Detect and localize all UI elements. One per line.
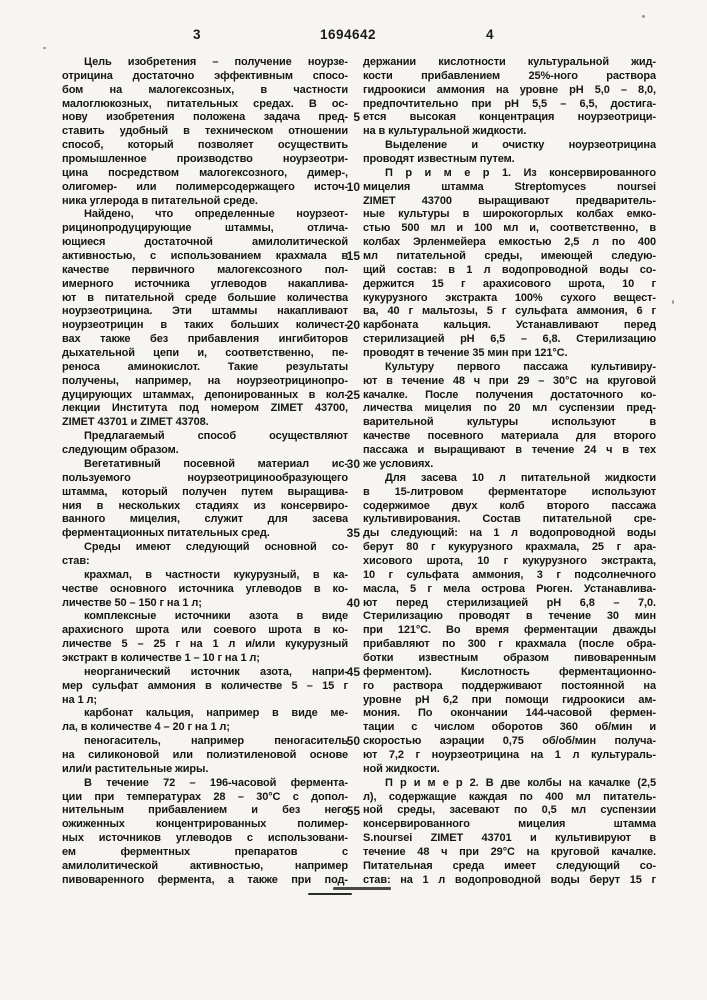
- scan-speck: [642, 15, 645, 18]
- text-line: мл питательной среды, имеющей следую-: [363, 250, 656, 263]
- text-line: S.noursei ZIMET 43701 и культивируют в: [363, 832, 656, 845]
- text-line: став:: [62, 554, 90, 567]
- text-line: комплексные источники азота в виде: [84, 610, 348, 623]
- text-line: качалке. После получения достаточного ко-: [363, 388, 656, 401]
- text-line: ZIMET 43700 выращивают предваритель-: [363, 194, 656, 207]
- text-line: пассажа и выращивают в течение 24 ч в тех: [363, 444, 656, 457]
- text-line: промышленное производство ноурзеотри-: [62, 153, 348, 166]
- text-line: личестве 5 – 25 г на 1 л и/или кукурузный: [62, 638, 348, 651]
- text-line: ожиженных концентрированных полимер-: [62, 818, 348, 831]
- text-line: кости прибавлением 25%-ного раствора: [363, 69, 656, 82]
- text-line: карбонат кальция, например в виде ме-: [84, 707, 348, 720]
- text-line: личества мицелия по 20 мл суспензии пред-: [363, 402, 656, 415]
- text-line: следующим образом.: [62, 444, 179, 457]
- text-line: Вегетативный посевной материал ис-: [84, 457, 348, 470]
- text-line: предпочтительно при рН 5,5 – 6,5, достига-: [363, 97, 656, 110]
- scan-speck: [672, 300, 674, 304]
- text-line: стерилизацией рН 6,5 – 6,8. Стерилизацию: [363, 333, 656, 346]
- text-line: ют в течение 48 ч при 29 – 30°С на круговой: [363, 374, 656, 387]
- gutter-line-number: 55: [346, 803, 360, 818]
- text-line: ют перед стерилизацией рН 6,8 – 7,0.: [363, 596, 656, 609]
- text-line: ется высокая концентрация ноурзеотрици-: [363, 111, 656, 124]
- text-line: П р и м е р 2. В две колбы на качалке (2,5: [385, 776, 656, 789]
- text-line: П р и м е р 1. Из консервированного: [385, 166, 656, 179]
- text-line: отрицина достаточно эффективным спосо-: [62, 69, 348, 82]
- text-line: ные культуры в широкогорлых колбах емко-: [363, 208, 656, 221]
- gutter-line-number: 10: [346, 179, 360, 194]
- gutter-line-number: 45: [346, 665, 360, 680]
- text-line: честве основного источника углеводов в ко-: [62, 582, 348, 595]
- text-line: го раствора поддерживают постоянной на: [363, 679, 656, 692]
- text-line: берут 80 г кукурузного крахмала, 25 г ара-: [363, 541, 656, 554]
- text-line: ванного мицелия, служит для засева: [62, 513, 348, 526]
- text-line: кукурузного экстракта 100% сухого вещест-: [363, 291, 656, 304]
- text-line: Стерилизацию проводят в течение 30 мин: [363, 610, 656, 623]
- text-line: проводят известным путем.: [363, 153, 515, 166]
- gutter-line-number: 30: [346, 457, 360, 472]
- text-line: стью 500 мл и 100 мл и, соответственно, в: [363, 222, 656, 235]
- text-line: нительным прибавлением и без него: [62, 804, 348, 817]
- text-line: на 1 л;: [62, 693, 97, 706]
- scan-underline-artifact: [333, 887, 391, 890]
- text-line: Культуру первого пассажа культивиру-: [385, 360, 656, 373]
- text-line: ноурзеотрицина. Эти штаммы накапливают: [62, 305, 348, 318]
- text-line: 10 г сульфата аммония, 3 г подсолнечного: [363, 568, 656, 581]
- text-line: скоростью аэрации 0,75 об/об/мин получа-: [363, 735, 656, 748]
- text-line: масла, 5 г мела острова Рюген. Устанавлива-: [363, 582, 656, 595]
- text-line: ют в питательной среде большие количества: [62, 291, 348, 304]
- text-line: прибавляют по 300 г крахмала (после обра-: [363, 638, 656, 651]
- text-line: держании кислотности культуральной жид-: [363, 56, 656, 68]
- text-line: мицелия штамма Streptomyces noursei: [363, 180, 656, 193]
- gutter-line-number: 15: [346, 249, 360, 264]
- text-line: мер сульфат аммония в количестве 5 – 15 г: [62, 679, 348, 692]
- text-line: содержимое двух колб второго пассажа: [363, 499, 656, 512]
- text-line: олигомер- или полимерсодержащего источ-: [62, 180, 348, 193]
- gutter-line-number: 5: [353, 110, 360, 125]
- text-line: дыхательной цепи и, соответственно, пе-: [62, 347, 348, 360]
- text-line: ции при температурах 28 – 30°С с допол-: [62, 790, 348, 803]
- gutter-line-number: 40: [346, 595, 360, 610]
- text-line: Питательная среда имеет следующий со-: [363, 859, 656, 872]
- text-line: пивоваренного фермента, а также при под-: [62, 873, 348, 886]
- text-line: ем ферментных препаратов с: [62, 845, 348, 858]
- text-line: ника углерода в питательной среде.: [62, 194, 258, 207]
- text-line: нову изобретения положена задача пред-: [62, 111, 348, 124]
- text-line: Для засева 10 л питательной жидкости: [385, 471, 656, 484]
- text-line: культивирования. Состав питательной сре-: [363, 513, 656, 526]
- text-line: мония. По окончании 144-часовой фермен-: [363, 707, 656, 720]
- text-line: пользуемого ноурзеотрицинообразующего: [62, 471, 348, 484]
- text-line: Предлагаемый способ осуществляют: [84, 430, 348, 443]
- text-line: неорганический источник азота, напри-: [84, 665, 348, 678]
- text-line: качестве первичного малогексозного пол-: [62, 263, 348, 276]
- text-line: на силиконовой или полиэтиленовой основе: [62, 748, 348, 761]
- text-line: Среды имеют следующий основной со-: [84, 541, 348, 554]
- text-line: ных источников углеводов с использовани-: [62, 832, 348, 845]
- gutter-line-number: 20: [346, 318, 360, 333]
- text-line: В течение 72 – 196-часовой фермента-: [84, 776, 348, 789]
- text-line: щий состав: в 1 л водопроводной воды со-: [363, 263, 656, 276]
- text-line: реноса аминокислот. Такие результаты: [62, 360, 348, 373]
- text-line: ла, в количестве 4 – 20 г на 1 л;: [62, 721, 230, 734]
- patent-number: 1694642: [319, 27, 377, 42]
- gutter-line-number: 50: [346, 734, 360, 749]
- text-line: тации с числом оборотов 360 об/мин и: [363, 721, 656, 734]
- text-line: став: на 1 л водопроводной воды берут 15 г: [363, 873, 656, 886]
- text-line: малоглюкозных, питательных средах. В ос-: [62, 97, 348, 110]
- text-line: при 121°С. Во время ферментации дважды: [363, 624, 656, 637]
- text-line: личестве 50 – 150 г на 1 л;: [62, 596, 202, 609]
- text-line: получены, например, на ноурзеотрицинопро-: [62, 374, 348, 387]
- line-number-gutter: [334, 56, 360, 889]
- left-column-page-number: 3: [192, 27, 201, 42]
- text-line: крахмал, в частности кукурузный, в ка-: [84, 568, 348, 581]
- text-line: активностью, с использованием крахмала в: [62, 250, 348, 263]
- text-line: ва, 40 г мальтозы, 5 г сульфата аммония, 6 г: [363, 305, 656, 318]
- text-line: ют 7,2 г ноурзеотрицина на 1 л культураль-: [363, 748, 656, 761]
- text-line: колбах Эрленмейера емкостью 2,5 л по 400: [363, 236, 656, 249]
- left-text-column: [62, 56, 348, 888]
- text-line: Цель изобретения – получение ноурзе-: [84, 56, 348, 68]
- right-text-column: [363, 56, 656, 888]
- text-line: штамма, который получен путем выращива-: [62, 485, 348, 498]
- text-line: качестве посевного материала для второго: [363, 430, 656, 443]
- text-line: амилолитической активностью, например: [62, 859, 348, 872]
- text-line: держится 15 г арахисового шрота, 10 г: [363, 277, 656, 290]
- text-line: вах также без прибавления ингибиторов: [62, 333, 348, 346]
- text-line: же условиях.: [363, 457, 434, 470]
- text-line: ной среды, засевают по 0,5 мл суспензии: [363, 804, 656, 817]
- text-line: ZIMET 43701 и ZIMET 43708.: [62, 416, 209, 429]
- text-line: уровне рН 6,2 при помощи гидроокиси ам-: [363, 693, 656, 706]
- text-line: ной жидкости.: [363, 762, 440, 775]
- text-line: ботки известным образом пивоваренным: [363, 651, 656, 664]
- text-line: пеногаситель, например пеногаситель: [84, 735, 348, 748]
- text-line: имерного источника углеводов накаплива-: [62, 277, 348, 290]
- gutter-line-number: 25: [346, 387, 360, 402]
- text-line: экстракт в количестве 1 – 10 г на 1 л;: [62, 651, 260, 664]
- text-line: течение 48 ч при 29°С на круговой качалке.: [363, 845, 656, 858]
- text-line: Выделение и очистку ноурзеотрицина: [385, 139, 656, 152]
- text-line: ды следующий: на 1 л водопроводной воды: [363, 527, 656, 540]
- text-line: цина посредством малогексозного, димер-,: [62, 166, 348, 179]
- text-line: гидроокиси аммония на уровне рН 5,0 – 8,0,: [363, 83, 656, 96]
- text-line: бом на малогексозных, в частности: [62, 83, 348, 96]
- text-line: проводят в течение 35 мин при 121°С.: [363, 347, 568, 360]
- text-line: ферментационных питательных сред.: [62, 527, 270, 540]
- text-line: ния в нескольких стадиях из консервиро-: [62, 499, 348, 512]
- text-line: на в культуральной жидкости.: [363, 125, 527, 138]
- right-column-page-number: 4: [485, 27, 494, 42]
- text-line: ставить удобный в техническом отношении: [62, 125, 348, 138]
- text-line: в 15-литровом ферментаторе используют: [363, 485, 656, 498]
- text-line: карбоната кальция. Устанавливают перед: [363, 319, 656, 332]
- text-line: ющиеся достаточной амилолитической: [62, 236, 348, 249]
- text-line: ферментом). Кислотность ферментационно-: [363, 665, 656, 678]
- scan-speck: [43, 47, 46, 49]
- text-line: дуцирующих штаммах, депонированных в кол-: [62, 388, 348, 401]
- text-line: л), содержащие каждая по 400 мл питатель-: [363, 790, 656, 803]
- text-line: консервированного мицелия штамма: [363, 818, 656, 831]
- text-line: или/и растительные жиры.: [62, 762, 209, 775]
- text-line: лекции Института под номером ZIMET 43700,: [62, 402, 348, 415]
- text-line: варительной культуры используют в: [363, 416, 656, 429]
- scan-underline-artifact: [308, 893, 352, 895]
- gutter-line-number: 35: [346, 526, 360, 541]
- text-line: арахисного шрота или соевого шрота в ко-: [62, 624, 348, 637]
- text-line: рицинопродуцирующие штаммы, отлича-: [62, 222, 348, 235]
- text-line: хисового шрота, 10 г кукурузного экстракта,: [363, 554, 656, 567]
- text-line: способ, который позволяет осуществить: [62, 139, 348, 152]
- text-line: Найдено, что определенные ноурзеот-: [84, 208, 348, 221]
- text-line: ноурзеотрицин в таких больших количест-: [62, 319, 348, 332]
